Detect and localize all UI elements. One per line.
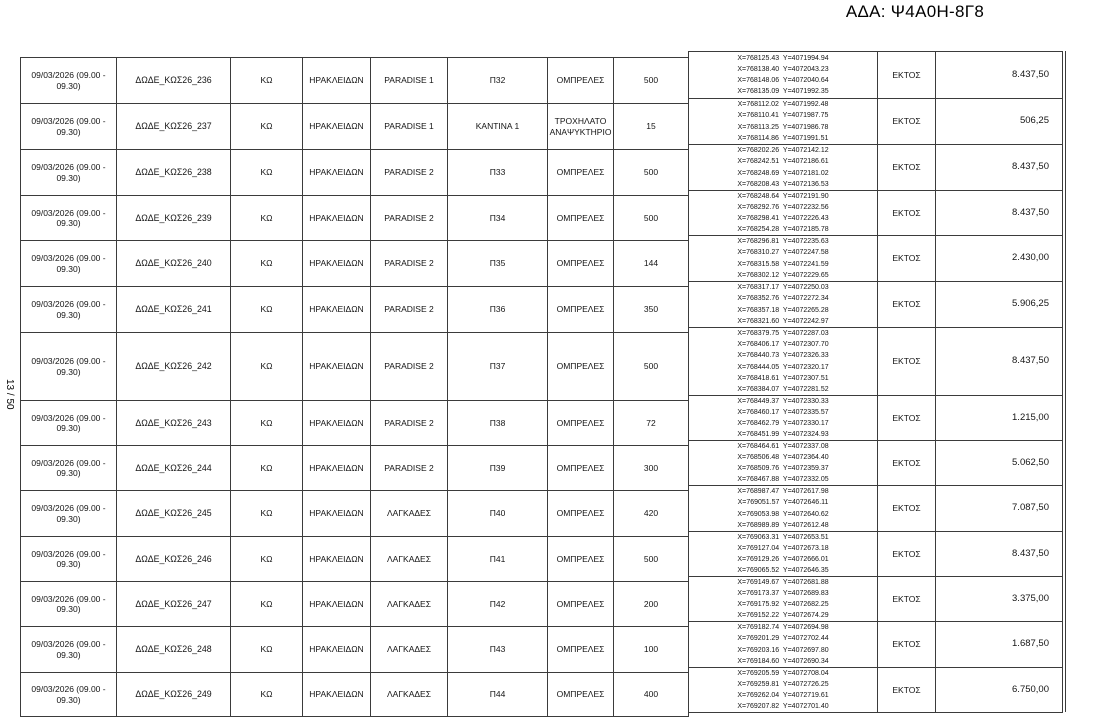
cell-amount: 3.375,00 [936,577,1063,622]
table-row [689,668,1063,713]
cell-coordinates [689,236,878,282]
cell-municipality: ΚΩ [231,401,303,446]
cell-coordinates [689,282,878,328]
cell-coordinates [689,486,878,532]
coordinate-line: X=768987.47 Y=4072617.98 [737,488,829,496]
coordinate-line: X=769205.59 Y=4072708.04 [737,669,829,677]
concessions-table-main-columns [20,57,689,717]
table-row [21,104,689,150]
cell-code: ΔΩΔΕ_ΚΩΣ26_243 [117,401,231,446]
cell-beach: ΛΑΓΚΑΔΕΣ [371,673,448,717]
coordinate-line: X=768112.02 Y=4071992.48 [737,101,829,109]
coordinate-line: X=768298.41 Y=4072226.43 [737,215,829,222]
cell-type: ΤΡΟΧΗΛΑΤΟ ΑΝΑΨΥΚΤΗΡΙΟ [548,104,614,150]
cell-amount: 8.437,50 [936,52,1063,99]
cell-coordinates [689,52,878,99]
coordinate-line: X=769207.82 Y=4072701.40 [737,703,829,711]
cell-beach: ΛΑΓΚΑΔΕΣ [371,491,448,537]
cell-coordinates [689,441,878,486]
cell-municipality: ΚΩ [231,196,303,241]
cell-type: ΟΜΠΡΕΛΕΣ [548,673,614,717]
table-row [21,446,689,491]
coordinate-line: X=769201.29 Y=4072702.44 [737,635,829,643]
coordinate-line: X=768352.76 Y=4072272.34 [737,295,829,303]
cell-status: ΕΚΤΟΣ [878,532,936,577]
cell-status: ΕΚΤΟΣ [878,52,936,99]
cell-beach: PARADISE 2 [371,287,448,333]
cell-date: 09/03/2026 (09.00 - 09.30) [21,491,117,537]
cell-code: ΔΩΔΕ_ΚΩΣ26_241 [117,287,231,333]
cell-position: Π32 [448,58,548,104]
cell-coordinates [689,191,878,236]
coordinate-line: X=768254.28 Y=4072185.78 [737,226,829,234]
cell-coordinates [689,668,878,713]
table-row [689,145,1063,191]
cell-community: ΗΡΑΚΛΕΙΔΩΝ [303,196,371,241]
cell-municipality: ΚΩ [231,537,303,582]
cell-beach: PARADISE 2 [371,401,448,446]
cell-date: 09/03/2026 (09.00 - 09.30) [21,673,117,717]
cell-community: ΗΡΑΚΛΕΙΔΩΝ [303,446,371,491]
cell-community: ΗΡΑΚΛΕΙΔΩΝ [303,150,371,196]
table-row [689,328,1063,396]
table-row [21,333,689,401]
cell-area: 15 [614,104,689,150]
coordinate-line: X=769152.22 Y=4072674.29 [737,612,829,620]
cell-community: ΗΡΑΚΛΕΙΔΩΝ [303,673,371,717]
cell-area: 100 [614,627,689,673]
cell-type: ΟΜΠΡΕΛΕΣ [548,58,614,104]
coordinate-line: X=768110.41 Y=4071987.75 [737,112,829,120]
cell-coordinates [689,532,878,577]
cell-community: ΗΡΑΚΛΕΙΔΩΝ [303,627,371,673]
cell-position: Π44 [448,673,548,717]
coordinate-line: X=768310.27 Y=4072247.58 [737,249,829,257]
table-row [689,52,1063,99]
cell-amount: 506,25 [936,99,1063,145]
cell-beach: ΛΑΓΚΑΔΕΣ [371,627,448,673]
coordinate-line: X=768242.51 Y=4072186.61 [737,158,829,166]
cell-position: Π36 [448,287,548,333]
coordinate-line: X=769063.31 Y=4072653.51 [737,533,829,541]
cell-coordinates [689,99,878,145]
cell-position: Π43 [448,627,548,673]
cell-code: ΔΩΔΕ_ΚΩΣ26_239 [117,196,231,241]
cell-community: ΗΡΑΚΛΕΙΔΩΝ [303,333,371,401]
cell-amount: 7.087,50 [936,486,1063,532]
table-row [21,287,689,333]
cell-beach: PARADISE 2 [371,196,448,241]
cell-status: ΕΚΤΟΣ [878,236,936,282]
cell-amount: 6.750,00 [936,668,1063,713]
coordinate-line: X=768384.07 Y=4072281.52 [737,385,829,393]
cell-type: ΟΜΠΡΕΛΕΣ [548,150,614,196]
cell-position: Π41 [448,537,548,582]
cell-area: 300 [614,446,689,491]
table-row [689,486,1063,532]
cell-amount: 8.437,50 [936,191,1063,236]
cell-area: 500 [614,196,689,241]
coordinate-line: X=768989.89 Y=4072612.48 [737,521,829,529]
table-row [21,58,689,104]
coordinate-line: X=768440.73 Y=4072326.33 [737,352,829,360]
cell-municipality: ΚΩ [231,58,303,104]
cell-position: Π42 [448,582,548,627]
cell-code: ΔΩΔΕ_ΚΩΣ26_247 [117,582,231,627]
coordinate-line: X=769149.67 Y=4072681.88 [737,578,829,586]
coordinate-line: X=768113.25 Y=4071986.78 [737,123,829,131]
coordinate-line: X=768114.86 Y=4071991.51 [737,134,829,142]
cell-coordinates [689,328,878,396]
coordinate-line: X=768451.99 Y=4072324.93 [737,431,829,439]
cell-municipality: ΚΩ [231,673,303,717]
cell-coordinates [689,145,878,191]
cell-code: ΔΩΔΕ_ΚΩΣ26_236 [117,58,231,104]
cell-beach: PARADISE 1 [371,58,448,104]
cell-type: ΟΜΠΡΕΛΕΣ [548,446,614,491]
coordinate-line: X=768135.09 Y=4071992.35 [737,88,829,96]
coordinate-line: X=768406.17 Y=4072307.70 [737,341,829,349]
cell-municipality: ΚΩ [231,491,303,537]
cell-municipality: ΚΩ [231,104,303,150]
cell-amount: 5.906,25 [936,282,1063,328]
cell-status: ΕΚΤΟΣ [878,441,936,486]
table-row [689,236,1063,282]
coordinate-line: X=769127.04 Y=4072673.18 [737,544,829,552]
cell-amount: 5.062,50 [936,441,1063,486]
coordinate-line: X=768460.17 Y=4072335.57 [737,408,829,416]
coordinate-line: X=768462.79 Y=4072330.17 [737,420,829,427]
cell-code: ΔΩΔΕ_ΚΩΣ26_246 [117,537,231,582]
table-row [689,191,1063,236]
cell-date: 09/03/2026 (09.00 - 09.30) [21,401,117,446]
cell-type: ΟΜΠΡΕΛΕΣ [548,241,614,287]
cell-type: ΟΜΠΡΕΛΕΣ [548,491,614,537]
table-row [21,196,689,241]
cell-status: ΕΚΤΟΣ [878,282,936,328]
table-row [21,241,689,287]
cell-area: 500 [614,333,689,401]
coordinate-line: X=768379.75 Y=4072287.03 [737,329,829,337]
coordinate-line: X=768464.61 Y=4072337.08 [737,442,829,450]
cell-beach: ΛΑΓΚΑΔΕΣ [371,537,448,582]
cell-type: ΟΜΠΡΕΛΕΣ [548,333,614,401]
table-row [689,532,1063,577]
cell-beach: ΛΑΓΚΑΔΕΣ [371,582,448,627]
cell-municipality: ΚΩ [231,582,303,627]
cell-position: ΚΑΝΤΙΝΑ 1 [448,104,548,150]
cell-position: Π38 [448,401,548,446]
cell-community: ΗΡΑΚΛΕΙΔΩΝ [303,491,371,537]
coordinate-line: X=769259.81 Y=4072726.25 [737,680,829,688]
cell-code: ΔΩΔΕ_ΚΩΣ26_242 [117,333,231,401]
coordinate-line: X=768444.05 Y=4072320.17 [737,363,829,371]
cell-code: ΔΩΔΕ_ΚΩΣ26_238 [117,150,231,196]
cell-area: 500 [614,150,689,196]
cell-community: ΗΡΑΚΛΕΙΔΩΝ [303,582,371,627]
cell-position: Π35 [448,241,548,287]
cell-code: ΔΩΔΕ_ΚΩΣ26_244 [117,446,231,491]
cell-community: ΗΡΑΚΛΕΙΔΩΝ [303,104,371,150]
coordinate-line: X=768509.76 Y=4072359.37 [737,465,829,472]
cell-type: ΟΜΠΡΕΛΕΣ [548,627,614,673]
coordinate-line: X=769182.74 Y=4072694.98 [737,624,829,632]
cell-type: ΟΜΠΡΕΛΕΣ [548,582,614,627]
table-row [21,627,689,673]
cell-coordinates [689,396,878,441]
cell-beach: PARADISE 2 [371,241,448,287]
cell-community: ΗΡΑΚΛΕΙΔΩΝ [303,287,371,333]
coordinate-line: X=768292.76 Y=4072232.56 [737,203,829,211]
cell-status: ΕΚΤΟΣ [878,577,936,622]
table-row [689,396,1063,441]
cell-beach: PARADISE 1 [371,104,448,150]
table-row [21,582,689,627]
coordinate-line: X=768418.61 Y=4072307.51 [737,374,829,382]
cell-amount: 8.437,50 [936,145,1063,191]
cell-area: 500 [614,58,689,104]
cell-municipality: ΚΩ [231,333,303,401]
table-row [21,491,689,537]
table-row [689,99,1063,145]
cell-area: 350 [614,287,689,333]
cell-status: ΕΚΤΟΣ [878,191,936,236]
cell-municipality: ΚΩ [231,287,303,333]
cell-position: Π34 [448,196,548,241]
cell-municipality: ΚΩ [231,627,303,673]
cell-code: ΔΩΔΕ_ΚΩΣ26_237 [117,104,231,150]
cell-status: ΕΚΤΟΣ [878,622,936,668]
cell-status: ΕΚΤΟΣ [878,99,936,145]
cell-position: Π33 [448,150,548,196]
cell-community: ΗΡΑΚΛΕΙΔΩΝ [303,241,371,287]
cell-area: 400 [614,673,689,717]
cell-type: ΟΜΠΡΕΛΕΣ [548,537,614,582]
coordinate-line: X=769053.98 Y=4072640.62 [737,510,829,518]
coordinate-line: X=769175.92 Y=4072682.25 [737,601,829,608]
coordinate-line: X=769129.26 Y=4072666.01 [737,556,829,563]
table-row [21,401,689,446]
cell-status: ΕΚΤΟΣ [878,396,936,441]
coordinate-line: X=769065.52 Y=4072646.35 [737,567,829,575]
cell-position: Π40 [448,491,548,537]
cell-coordinates [689,577,878,622]
coordinate-line: X=768138.40 Y=4072043.23 [737,65,829,73]
coordinate-line: X=768248.69 Y=4072181.02 [737,169,829,177]
coordinate-line: X=768506.48 Y=4072364.40 [737,453,829,461]
cell-position: Π39 [448,446,548,491]
cell-amount: 8.437,50 [936,328,1063,396]
table-row [689,622,1063,668]
coordinate-line: X=769051.57 Y=4072646.11 [737,499,829,507]
table-row [21,673,689,717]
cell-date: 09/03/2026 (09.00 - 09.30) [21,446,117,491]
cell-type: ΟΜΠΡΕΛΕΣ [548,196,614,241]
cell-beach: PARADISE 2 [371,150,448,196]
table-row [21,150,689,196]
ada-code-label: ΑΔΑ: Ψ4Α0Η-8Γ8 [845,2,985,21]
cell-type: ΟΜΠΡΕΛΕΣ [548,287,614,333]
cell-code: ΔΩΔΕ_ΚΩΣ26_245 [117,491,231,537]
coordinate-line: X=768148.06 Y=4072040.64 [737,77,829,84]
cell-area: 144 [614,241,689,287]
cell-position: Π37 [448,333,548,401]
coordinate-line: X=768202.26 Y=4072142.12 [737,147,829,155]
cell-date: 09/03/2026 (09.00 - 09.30) [21,58,117,104]
coordinate-line: X=768317.17 Y=4072250.03 [737,284,829,292]
cell-area: 72 [614,401,689,446]
cell-code: ΔΩΔΕ_ΚΩΣ26_248 [117,627,231,673]
cell-municipality: ΚΩ [231,241,303,287]
cell-amount: 1.215,00 [936,396,1063,441]
cell-date: 09/03/2026 (09.00 - 09.30) [21,627,117,673]
cell-code: ΔΩΔΕ_ΚΩΣ26_249 [117,673,231,717]
coordinate-line: X=768357.18 Y=4072265.28 [737,306,829,314]
cell-date: 09/03/2026 (09.00 - 09.30) [21,196,117,241]
table-row [689,282,1063,328]
cell-date: 09/03/2026 (09.00 - 09.30) [21,150,117,196]
coordinate-line: X=768321.60 Y=4072242.97 [737,317,829,325]
cell-date: 09/03/2026 (09.00 - 09.30) [21,582,117,627]
cell-beach: PARADISE 2 [371,333,448,401]
cell-amount: 1.687,50 [936,622,1063,668]
concessions-table-coordinates-columns [688,51,1063,713]
cell-date: 09/03/2026 (09.00 - 09.30) [21,287,117,333]
cell-code: ΔΩΔΕ_ΚΩΣ26_240 [117,241,231,287]
coordinate-line: X=769203.16 Y=4072697.80 [737,646,829,654]
cell-community: ΗΡΑΚΛΕΙΔΩΝ [303,401,371,446]
cell-status: ΕΚΤΟΣ [878,486,936,532]
table-outer-right-border [1065,51,1066,712]
coordinate-line: X=768315.58 Y=4072241.59 [737,260,829,268]
coordinate-line: X=769184.60 Y=4072690.34 [737,657,829,665]
coordinate-line: X=768296.81 Y=4072235.63 [737,238,829,246]
cell-date: 09/03/2026 (09.00 - 09.30) [21,104,117,150]
cell-amount: 2.430,00 [936,236,1063,282]
cell-status: ΕΚΤΟΣ [878,145,936,191]
coordinate-line: X=768467.88 Y=4072332.05 [737,476,829,484]
cell-municipality: ΚΩ [231,446,303,491]
cell-community: ΗΡΑΚΛΕΙΔΩΝ [303,58,371,104]
cell-area: 420 [614,491,689,537]
cell-coordinates [689,622,878,668]
cell-date: 09/03/2026 (09.00 - 09.30) [21,333,117,401]
table-row [21,537,689,582]
coordinate-line: X=769262.04 Y=4072719.61 [737,692,829,699]
cell-date: 09/03/2026 (09.00 - 09.30) [21,241,117,287]
cell-status: ΕΚΤΟΣ [878,668,936,713]
page-number-label: 13 / 50 [4,378,15,410]
table-row [689,577,1063,622]
cell-community: ΗΡΑΚΛΕΙΔΩΝ [303,537,371,582]
cell-type: ΟΜΠΡΕΛΕΣ [548,401,614,446]
cell-beach: PARADISE 2 [371,446,448,491]
cell-date: 09/03/2026 (09.00 - 09.30) [21,537,117,582]
coordinate-line: X=769173.37 Y=4072689.83 [737,589,829,597]
cell-area: 500 [614,537,689,582]
coordinate-line: X=768248.64 Y=4072191.90 [737,192,829,200]
coordinate-line: X=768449.37 Y=4072330.33 [737,397,829,405]
coordinate-line: X=768125.43 Y=4071994.94 [737,54,829,62]
cell-status: ΕΚΤΟΣ [878,328,936,396]
cell-amount: 8.437,50 [936,532,1063,577]
table-row [689,441,1063,486]
coordinate-line: X=768208.43 Y=4072136.53 [737,180,829,188]
cell-area: 200 [614,582,689,627]
cell-municipality: ΚΩ [231,150,303,196]
coordinate-line: X=768302.12 Y=4072229.65 [737,271,829,279]
